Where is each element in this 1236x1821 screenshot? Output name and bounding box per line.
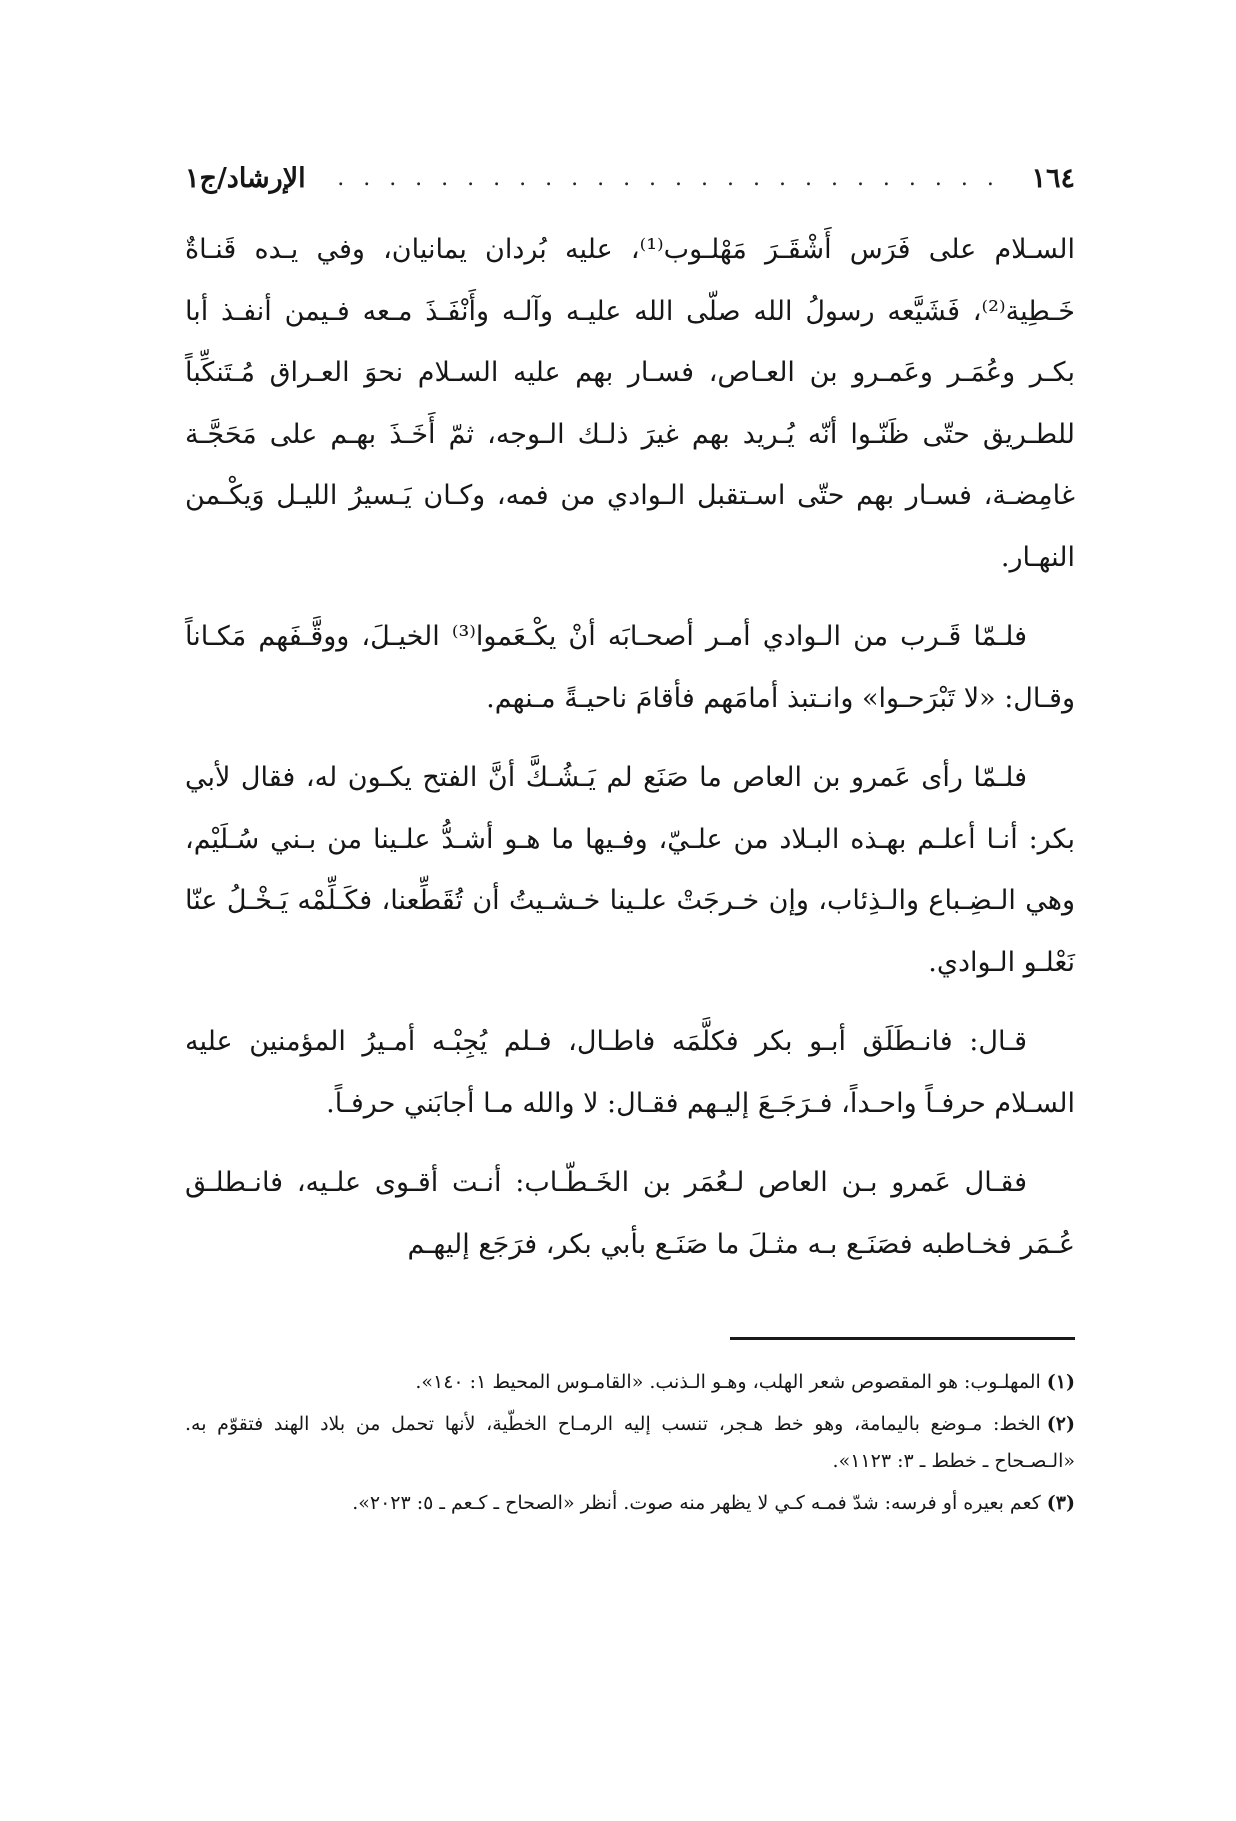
footnote-1 (185, 1364, 1075, 1401)
footnote-text: المهلـوب: هو المقصوص شعر الهلب، وهـو الـذنب. «القامـوس المحيط ١: ١٤٠». (415, 1371, 1041, 1393)
book-title: الإرشاد/ج١ (185, 162, 306, 194)
footnote-separator (730, 1337, 1075, 1340)
paragraph-3: فلـمّا رأى عَمرو بن العاص ما صَنَع لم يَـشُـكَّ أنَّ الفتح يكـون له، فقال لأبي بكر: أنـا أعلـم بهـذه البـلاد من علـيّ، وفـيها ما هـو أشـدُّ علـينا من بـني سُـلَيْم، وهي الـضِـباع والـذِئاب، وإن خـرجَتْ علـينا خـشـيتُ أن تُقَطِّعنا، فكَـلِّمْه يَـخْـلُ عنّا نَعْلـو الـوادي. (185, 762, 1075, 978)
footnote-text: كعم بعيره أو فرسه: شدّ فمـه كـي لا يظهر منه صوت. أنظر «الصحاح ـ كـعم ـ ٥: ٢٠٢٣». (352, 1492, 1041, 1514)
header-dot-leader: . . . . . . . . . . . . . . . . . . . . . . . . . . (337, 165, 1000, 191)
footnote-number: (١) (1046, 1371, 1075, 1393)
footnotes (185, 1364, 1075, 1522)
footnote-number: (٢) (1046, 1413, 1075, 1435)
main-text (185, 219, 1075, 1275)
paragraph-5: فقـال عَمرو بـن العاص لـعُمَر بن الخَـطّـاب: أنـت أقـوى علـيه، فانـطلـق عُـمَر فخـاطبه فصَنَـع بـه مثـلَ ما صَنَـع بأبي بكر، فرَجَع إليهـم (185, 1167, 1075, 1260)
book-page (185, 150, 1075, 1750)
footnote-number: (٣) (1046, 1492, 1075, 1514)
footnote-2 (185, 1406, 1075, 1480)
footnote-text: الخط: مـوضع باليمامة، وهو خط هـجر، تنسب إليه الرمـاح الخطّية، لأنها تحمل من بلاد الهند فتقوّم به. «الـصـحاح ـ خطط ـ ٣: ١١٢٣». (185, 1413, 1075, 1472)
running-header (185, 150, 1075, 207)
page-number: ١٦٤ (1031, 162, 1075, 194)
paragraph-2: فلـمّا قَـرب من الـوادي أمـر أصحـابَه أنْ يكْـعَموا⁽³⁾ الخيـلَ، ووقَّـفَهم مَكـاناً وقـال: «لا تَبْرَحـوا» وانـتبذ أمامَهم فأقامَ ناحيـةً مـنهم. (185, 621, 1075, 714)
paragraph-4: قـال: فانـطَلَق أبـو بكر فكلَّمَه فاطـال، فـلم يُجِبْـه أمـيرُ المؤمنين عليه السـلام حرفـاً واحـداً، فـرَجَـعَ إليـهم فقـال: لا والله مـا أجابَني حرفـاً. (185, 1026, 1075, 1119)
footnote-3 (185, 1485, 1075, 1522)
paragraph-1: السـلام على فَرَس أَشْقَـرَ مَهْلـوب⁽¹⁾، عليه بُردان يمانيان، وفي يـده قَنـاةٌ خَـطِية⁽²⁾، فَشَيَّعه رسولُ الله صلّى الله عليـه وآلـه وأَنْفَـذَ مـعه فـيمن أنفـذ أبا بكـر وعُمَـر وعَمـرو بن العـاص، فسـار بهم عليه السـلام نحوَ العـراق مُـتَنكِّباً للطـريق حتّى ظَنّـوا أنّه يُـريد بهم غيرَ ذلـك الـوجه، ثمّ أَخَـذَ بهـم على مَحَجَّـة غامِضـة، فسـار بهم حتّى اسـتقبل الـوادي من فمه، وكـان يَـسيرُ الليـل وَيكْـمن النهـار. (185, 234, 1076, 573)
